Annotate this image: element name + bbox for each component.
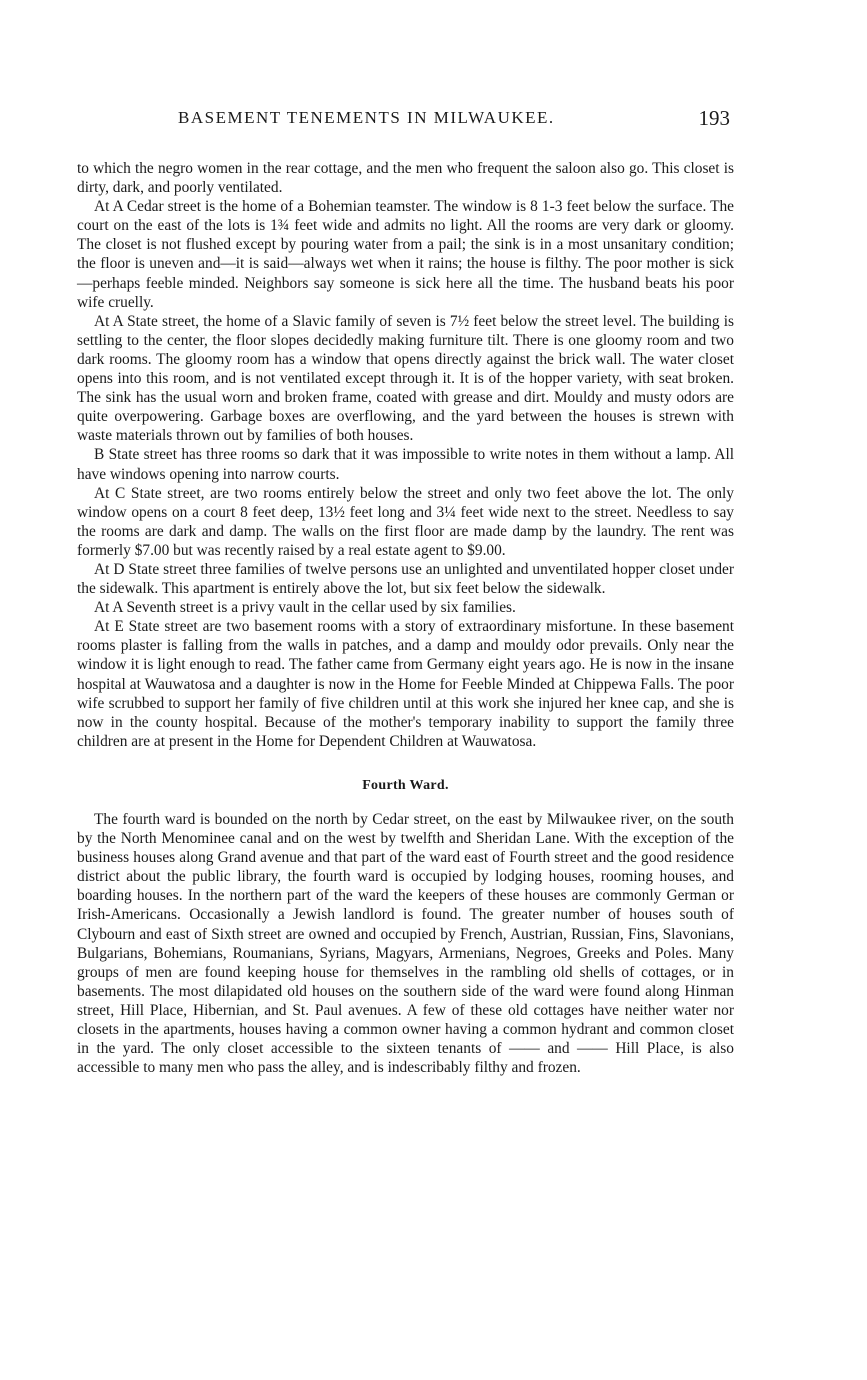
paragraph-a-state-street: At A State street, the home of a Slavic family of seven is 7½ feet below the street level. The building is settling to the center, the floor slopes decidedly making furniture tilt. There is one gloomy room and two dark rooms. The gloomy room has a window that opens directly against the brick wall. The water closet opens into this room, and is not ventilated except through it. It is of the hopper variety, with seat broken. The sink has the usual worn and broken frame, coated with grease and dirt. Mouldy and musty odors are quite overpowering. Garbage boxes are overflowing, and the yard between the houses is strewn with waste materials thrown out by families of both houses.	[77, 312, 734, 445]
running-title: BASEMENT TENEMENTS IN MILWAUKEE.	[178, 108, 555, 127]
paragraph-c-state-street: At C State street, are two rooms entirely below the street and only two feet above the lot. The only window opens on a court 8 feet deep, 13½ feet long and 3¼ feet wide next to the street. Needless to say the rooms are dark and damp. The walls on the first floor are made damp by the laundry. The rent was formerly $7.00 but was recently raised by a real estate agent to $9.00.	[77, 484, 734, 559]
page-number: 193	[698, 106, 730, 130]
book-page	[77, 108, 734, 1077]
paragraph-d-state-street: At D State street three families of twelve persons use an unlighted and unventilated hopper closet under the sidewalk. This apartment is entirely above the lot, but six feet below the sidewalk.	[77, 560, 734, 598]
paragraph-continued: to which the negro women in the rear cottage, and the men who frequent the saloon also go. This closet is dirty, dark, and poorly ventilated.	[77, 160, 734, 197]
paragraph-e-state-street: At E State street are two basement rooms with a story of extraordinary misfortune. In these basement rooms plaster is falling from the walls in patches, and a damp and mouldy odor prevails. Only near the window it is light enough to read. The father came from Germany eight years ago. He is now in the insane hospital at Wauwatosa and a daughter is now in the Home for Feeble Minded at Chippewa Falls. The poor wife scrubbed to support her family of five children until at this work she injured her knee cap, and she is now in the county hospital. Because of the mother's temporary inability to support the family three children are at present in the Home for Dependent Children at Wauwatosa.	[77, 618, 734, 750]
body-text	[77, 159, 734, 1077]
paragraph-b-state-street: B State street has three rooms so dark that it was impossible to write notes in them without a lamp. All have windows opening into narrow courts.	[77, 446, 734, 483]
paragraph-seventh-street: At A Seventh street is a privy vault in the cellar used by six families.	[94, 599, 516, 617]
paragraph-cedar-street: At A Cedar street is the home of a Bohemian teamster. The window is 8 1-3 feet below the surface. The court on the east of the lots is 1¾ feet wide and admits no light. All the rooms are very dark or gloomy. The closet is not flushed except by pouring water from a pail; the sink is in a most unsanitary condition; the floor is uneven and—it is said—always wet when it rains; the house is filthy. The poor mother is sick—perhaps feeble minded. Neighbors say someone is sick here all the time. The husband beats his poor wife cruelly.	[77, 198, 734, 311]
running-header	[77, 108, 734, 138]
paragraph-fourth-ward: The fourth ward is bounded on the north by Cedar street, on the east by Milwaukee river, on the south by the North Menominee canal and on the west by twelfth and Sheridan Lane. With the exception of the business houses along Grand avenue and that part of the ward east of Fourth street and the good residence district about the public library, the fourth ward is occupied by lodging houses, rooming houses, and boarding houses. In the northern part of the ward the keepers of these houses are commonly German or Irish-Americans. Occasionally a Jewish landlord is found. The greater number of houses south of Clybourn and east of Sixth street are owned and occupied by French, Austrian, Russian, Fins, Slavonians, Bulgarians, Bohemians, Roumanians, Syrians, Magyars, Armenians, Negroes, Greeks and Poles. Many groups of men are found keeping house for themselves in the rambling old shells of cottages, or in basements. The most dilapidated old houses on the southern side of the ward were found along Hinman street, Hill Place, Hibernian, and St. Paul avenues. A few of these old cottages have neither water nor closets in the apartments, houses having a common owner having a common hydrant and common closet in the yard. The only closet accessible to the sixteen tenants of —— and —— Hill Place, is also accessible to many men who pass the alley, and is indescribably filthy and frozen.	[77, 811, 734, 1077]
section-heading: Fourth Ward.	[362, 777, 449, 793]
